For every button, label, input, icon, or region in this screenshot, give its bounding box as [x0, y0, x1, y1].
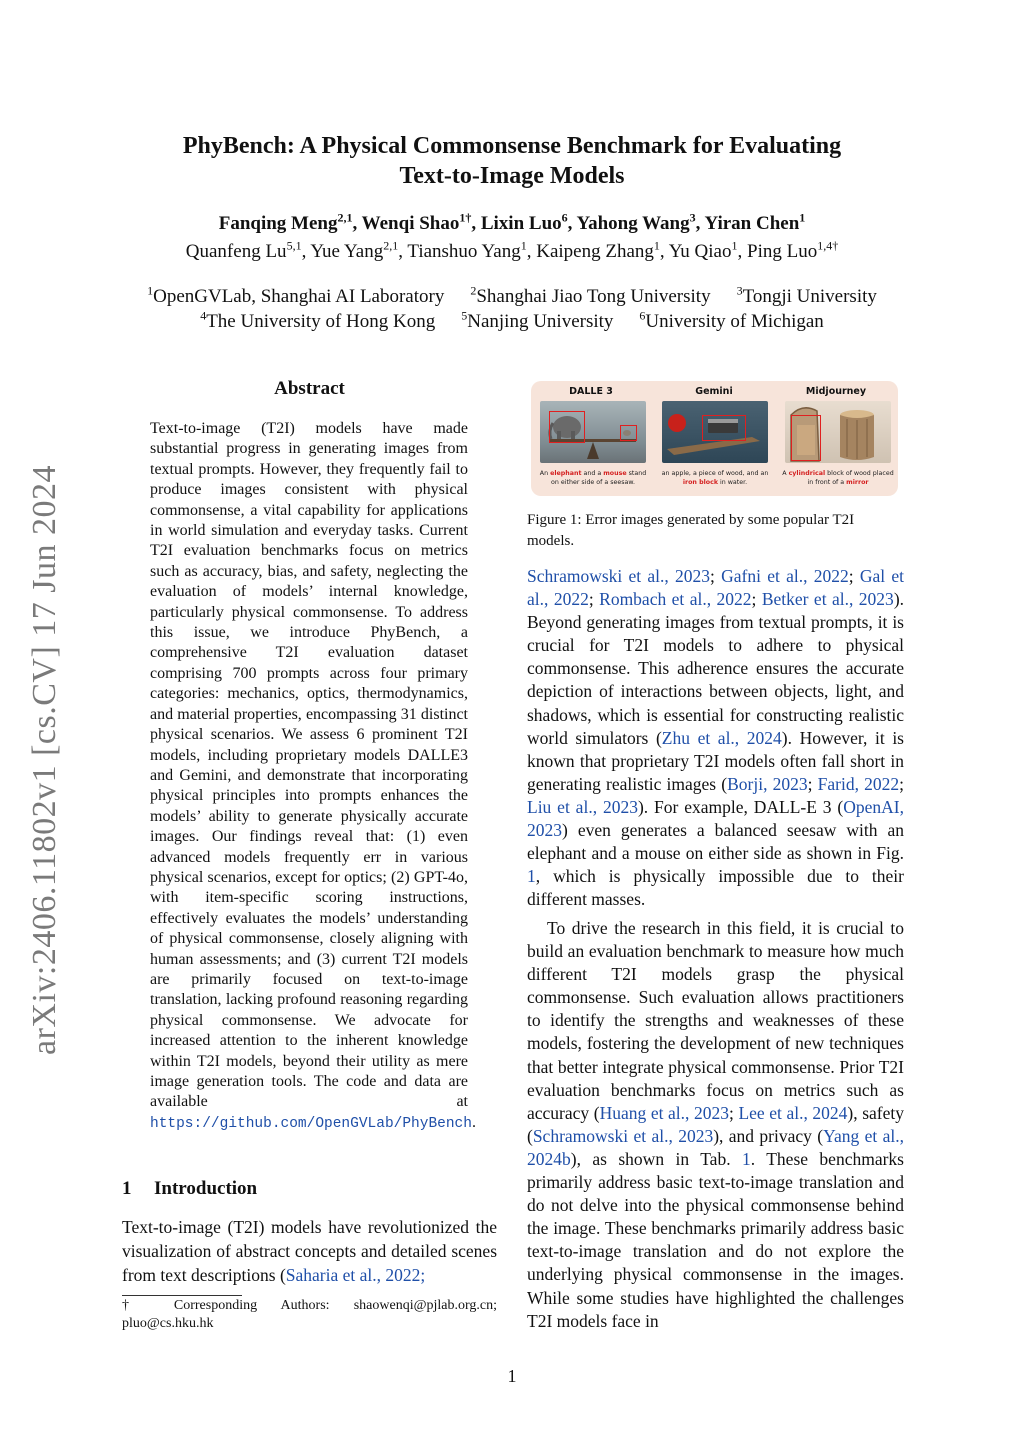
title-line-2: Text-to-Image Models: [399, 163, 625, 189]
affiliation-marker: 3: [736, 283, 743, 298]
paragraph-text: ). Beyond generating images from textual prompts, it is crucial for T2I models to adhere to physical commonsense. This adherence ensures the accurate depiction of interactions between objects, light, and shadows, which is essential for constructing realistic world simulators (: [527, 589, 905, 748]
author-name: Yue Yang: [310, 241, 384, 262]
citation-link[interactable]: Saharia et al., 2022;: [285, 1265, 426, 1285]
affiliation-marker: 4: [200, 308, 207, 323]
affiliation-list: [80, 284, 944, 334]
section-number: 1: [122, 1178, 132, 1199]
affiliation-name: OpenGVLab, Shanghai AI Laboratory: [153, 286, 445, 307]
citation-link[interactable]: 1: [527, 866, 536, 887]
panel-title-gemini: Gemini: [695, 386, 733, 397]
affiliation-name: Shanghai Jiao Tong University: [476, 286, 711, 307]
panel-caption-midjourney: A cylindrical block of wood placed in front of a mirror: [782, 470, 894, 486]
affiliation-marker: 1: [147, 283, 154, 298]
affiliation-name: Nanjing University: [467, 311, 614, 332]
citation-link[interactable]: Gafni et al., 2022: [721, 566, 849, 586]
panel-image-dalle3: [540, 401, 646, 463]
section-heading-introduction: [122, 1178, 257, 1200]
page-number: 1: [507, 1366, 517, 1386]
abstract-heading: Abstract: [274, 378, 345, 399]
citation-link[interactable]: Farid, 2022: [817, 773, 900, 794]
panel-image-gemini: [662, 401, 768, 463]
author-list: [80, 210, 944, 266]
abstract-end: .: [471, 1113, 476, 1131]
paragraph-text: , which is physically impossible due to their different masses.: [527, 866, 904, 910]
citation-link[interactable]: OpenAI, 2023: [527, 796, 905, 841]
paragraph-text: ;: [710, 566, 722, 586]
author-name: Lixin Luo: [480, 213, 562, 234]
author-name: Ping Luo: [747, 241, 818, 262]
arxiv-sidebar: [0, 460, 90, 1060]
author-name: Yahong Wang: [576, 213, 690, 234]
affiliation-row-1: [80, 284, 944, 309]
footnote-divider: [122, 1295, 242, 1296]
author-affiliation-marker: 6: [561, 210, 568, 225]
paragraph-text: To drive the research in this field, it is crucial to build an evaluation benchmark to measure how much different T2I models grasp the physical commonsense. Such evaluation allows practitioners to identify the strengths and weaknesses of these models, fostering the development of new techniques that better integrate physical commonsense. Prior T2I evaluation benchmarks focus on metrics such as accuracy (: [527, 918, 904, 1123]
affiliation-marker: 6: [639, 308, 646, 323]
affiliation-marker: 5: [461, 308, 468, 323]
paragraph-text: ;: [899, 773, 904, 794]
abstract-body: [150, 419, 476, 1134]
author-affiliation-marker: 3: [689, 210, 696, 225]
paragraph-text: ). For example, DALL-E 3 (: [637, 796, 844, 817]
affiliation-row-2: [80, 309, 944, 334]
citation-link[interactable]: 1: [742, 1148, 751, 1169]
citation-link[interactable]: Yang et al., 2024b: [527, 1125, 904, 1169]
error-highlight-box: [620, 425, 637, 441]
abstract-text: Text-to-image (T2I) models have made substantial progress in generating images from textual prompts. However, they frequently fail to produce images consistent with physical commonsense, a vital capability for applications in world simulation and everyday tasks. Current T2I evaluation benchmarks focus on metrics such as accuracy, bias, and safety, neglecting the evaluation of models’ internal knowledge, particularly physical commonsense. To address this issue, we introduce PhyBench, a comprehensive T2I evaluation dataset comprising 700 prompts across four primary categories: mechanics, optics, thermodynamics, and material properties, encompassing 31 distinct physical scenarios. We assess 6 prominent T2I models, including proprietary models DALLE3 and Gemini, and demonstrate that incorporating physical principles into prompts enhances the models’ ability to generate physically accurate images. Our findings reveal that: (1) even advanced models frequently err in various physical scenarios, except for optics; (2) GPT-4o, with item-specific scoring instructions, effectively evaluates the models’ understanding of physical commonsense, closely aligning with human assessments; and (3) current T2I models are primarily focused on text-to-image translation, lacking profound reasoning regarding physical commonsense. We advocate for increased attention to the inherent knowledge within T2I models, beyond their utility as mere image generation tools. The code and data are available at: [150, 420, 468, 1111]
citation-link[interactable]: Rombach et al., 2022: [599, 589, 752, 610]
citation-link[interactable]: Betker et al., 2023: [761, 589, 894, 610]
error-highlight-box: [549, 411, 585, 443]
author-affiliation-marker: 2,1: [337, 210, 353, 225]
author-affiliation-marker: 5,1: [286, 238, 302, 253]
author-name: Yu Qiao: [668, 241, 732, 262]
paragraph-text: ), safety (: [527, 1102, 904, 1146]
author-affiliation-marker: 1: [799, 210, 806, 225]
paragraph-text: ;: [728, 1102, 739, 1123]
author-name: Fanqing Meng: [218, 213, 338, 234]
paragraph-text: ;: [807, 773, 818, 794]
panel-caption-dalle3: An elephant and a mouse stand on either side of a seesaw.: [539, 470, 647, 486]
author-name: Tianshuo Yang: [407, 241, 521, 262]
affiliation-name: The University of Hong Kong: [206, 311, 436, 332]
author-row-2: Quanfeng Lu$^{5,1}$, Yue Yang$^{2,1}$, Tianshuo Yang$^1$, Kaipeng Zhang$^1$, Yu Qiao$^1$, Ping Luo$^{1,4\dagger}$: [185, 238, 839, 262]
citation-link[interactable]: Zhu et al., 2024: [661, 727, 782, 748]
citation-link[interactable]: Gal et al., 2022: [527, 566, 904, 610]
citation-link[interactable]: Borji, 2023: [727, 773, 808, 794]
panel-image-midjourney: [785, 401, 891, 463]
citation-link[interactable]: Liu et al., 2023: [527, 796, 638, 817]
figure-caption: Figure 1: Error images generated by some popular T2I models.: [527, 512, 855, 549]
affiliation-name: Tongji University: [742, 286, 877, 307]
paragraph-text: ;: [751, 589, 762, 610]
seesaw-fulcrum: [587, 442, 599, 459]
author-affiliation-marker: 1,4†: [817, 238, 839, 253]
title-line-1: PhyBench: A Physical Commonsense Benchmark for Evaluating: [182, 133, 842, 159]
panel-title-midjourney: Midjourney: [805, 386, 867, 397]
panel-title-dalle3: DALLE 3: [569, 386, 613, 397]
author-name: Kaipeng Zhang: [536, 241, 654, 262]
citation-link[interactable]: Schramowski et al., 2023: [532, 1125, 714, 1146]
citation-link[interactable]: Huang et al., 2023: [599, 1102, 729, 1123]
error-highlight-box: [791, 415, 821, 461]
author-name: Wenqi Shao: [361, 213, 460, 234]
code-link[interactable]: https://github.com/OpenGVLab/PhyBench: [150, 1115, 472, 1132]
intro-paragraph: [122, 1215, 497, 1287]
citation-link[interactable]: Lee et al., 2024: [738, 1102, 848, 1123]
paragraph-text: . These benchmarks primarily address basic text-to-image translation and do not delve into the physical commonsense behind the image. These benchmarks primarily address basic text-to-image translation and do not explore the underlying physical commonsense in the images. While some studies have highlighted the challenges T2I models face in: [527, 1148, 904, 1331]
author-name: Yiran Chen: [704, 213, 800, 234]
author-affiliation-marker: 1†: [459, 210, 472, 225]
panel-caption-gemini: an apple, a piece of wood, and an iron block in water.: [661, 470, 769, 486]
affiliation-marker: 2: [470, 283, 477, 298]
paragraph-text: ;: [848, 566, 860, 586]
paragraph-text: ), as shown in Tab.: [570, 1148, 742, 1169]
footnote: † Corresponding Authors: shaowenqi@pjlab.org.cn; pluo@cs.hku.hk: [122, 1298, 497, 1331]
author-affiliation-marker: 1: [731, 238, 738, 253]
paper-title: [100, 131, 924, 191]
affiliation-name: University of Michigan: [645, 311, 824, 332]
paragraph-text: ) even generates a balanced seesaw with an elephant and a mouse on either side as shown in Fig.: [527, 820, 904, 864]
author-row-1: Fanqing Meng$^{2,1}$, Wenqi Shao$^{1\dagger}$, Lixin Luo$^6$, Yahong Wang$^3$, Yiran Chen$^1$: [218, 210, 806, 234]
paragraph-text: ;: [588, 589, 600, 610]
author-name: Quanfeng Lu: [185, 241, 287, 262]
author-affiliation-marker: 1: [520, 238, 527, 253]
section-title: Introduction: [154, 1178, 258, 1199]
paragraph-text: ). However, it is known that proprietary T2I models often fall short in generating realistic images (: [527, 727, 904, 794]
arxiv-identifier: arXiv:2406.11802v1 [cs.CV] 17 Jun 2024: [26, 464, 63, 1056]
apple-shape: [668, 414, 686, 432]
right-paragraph-1: [527, 565, 904, 911]
author-affiliation-marker: 1: [653, 238, 660, 253]
error-highlight-box: [702, 415, 746, 441]
intro-text: Text-to-image (T2I) models have revolutionized the visualization of abstract concepts and detailed scenes from text descriptions (: [122, 1217, 497, 1285]
citation-link[interactable]: Schramowski et al., 2023: [527, 566, 711, 586]
paragraph-text: ), and privacy (: [713, 1125, 824, 1146]
figure-1: [531, 381, 898, 496]
author-affiliation-marker: 2,1: [383, 238, 399, 253]
right-paragraph-2: [527, 917, 904, 1333]
